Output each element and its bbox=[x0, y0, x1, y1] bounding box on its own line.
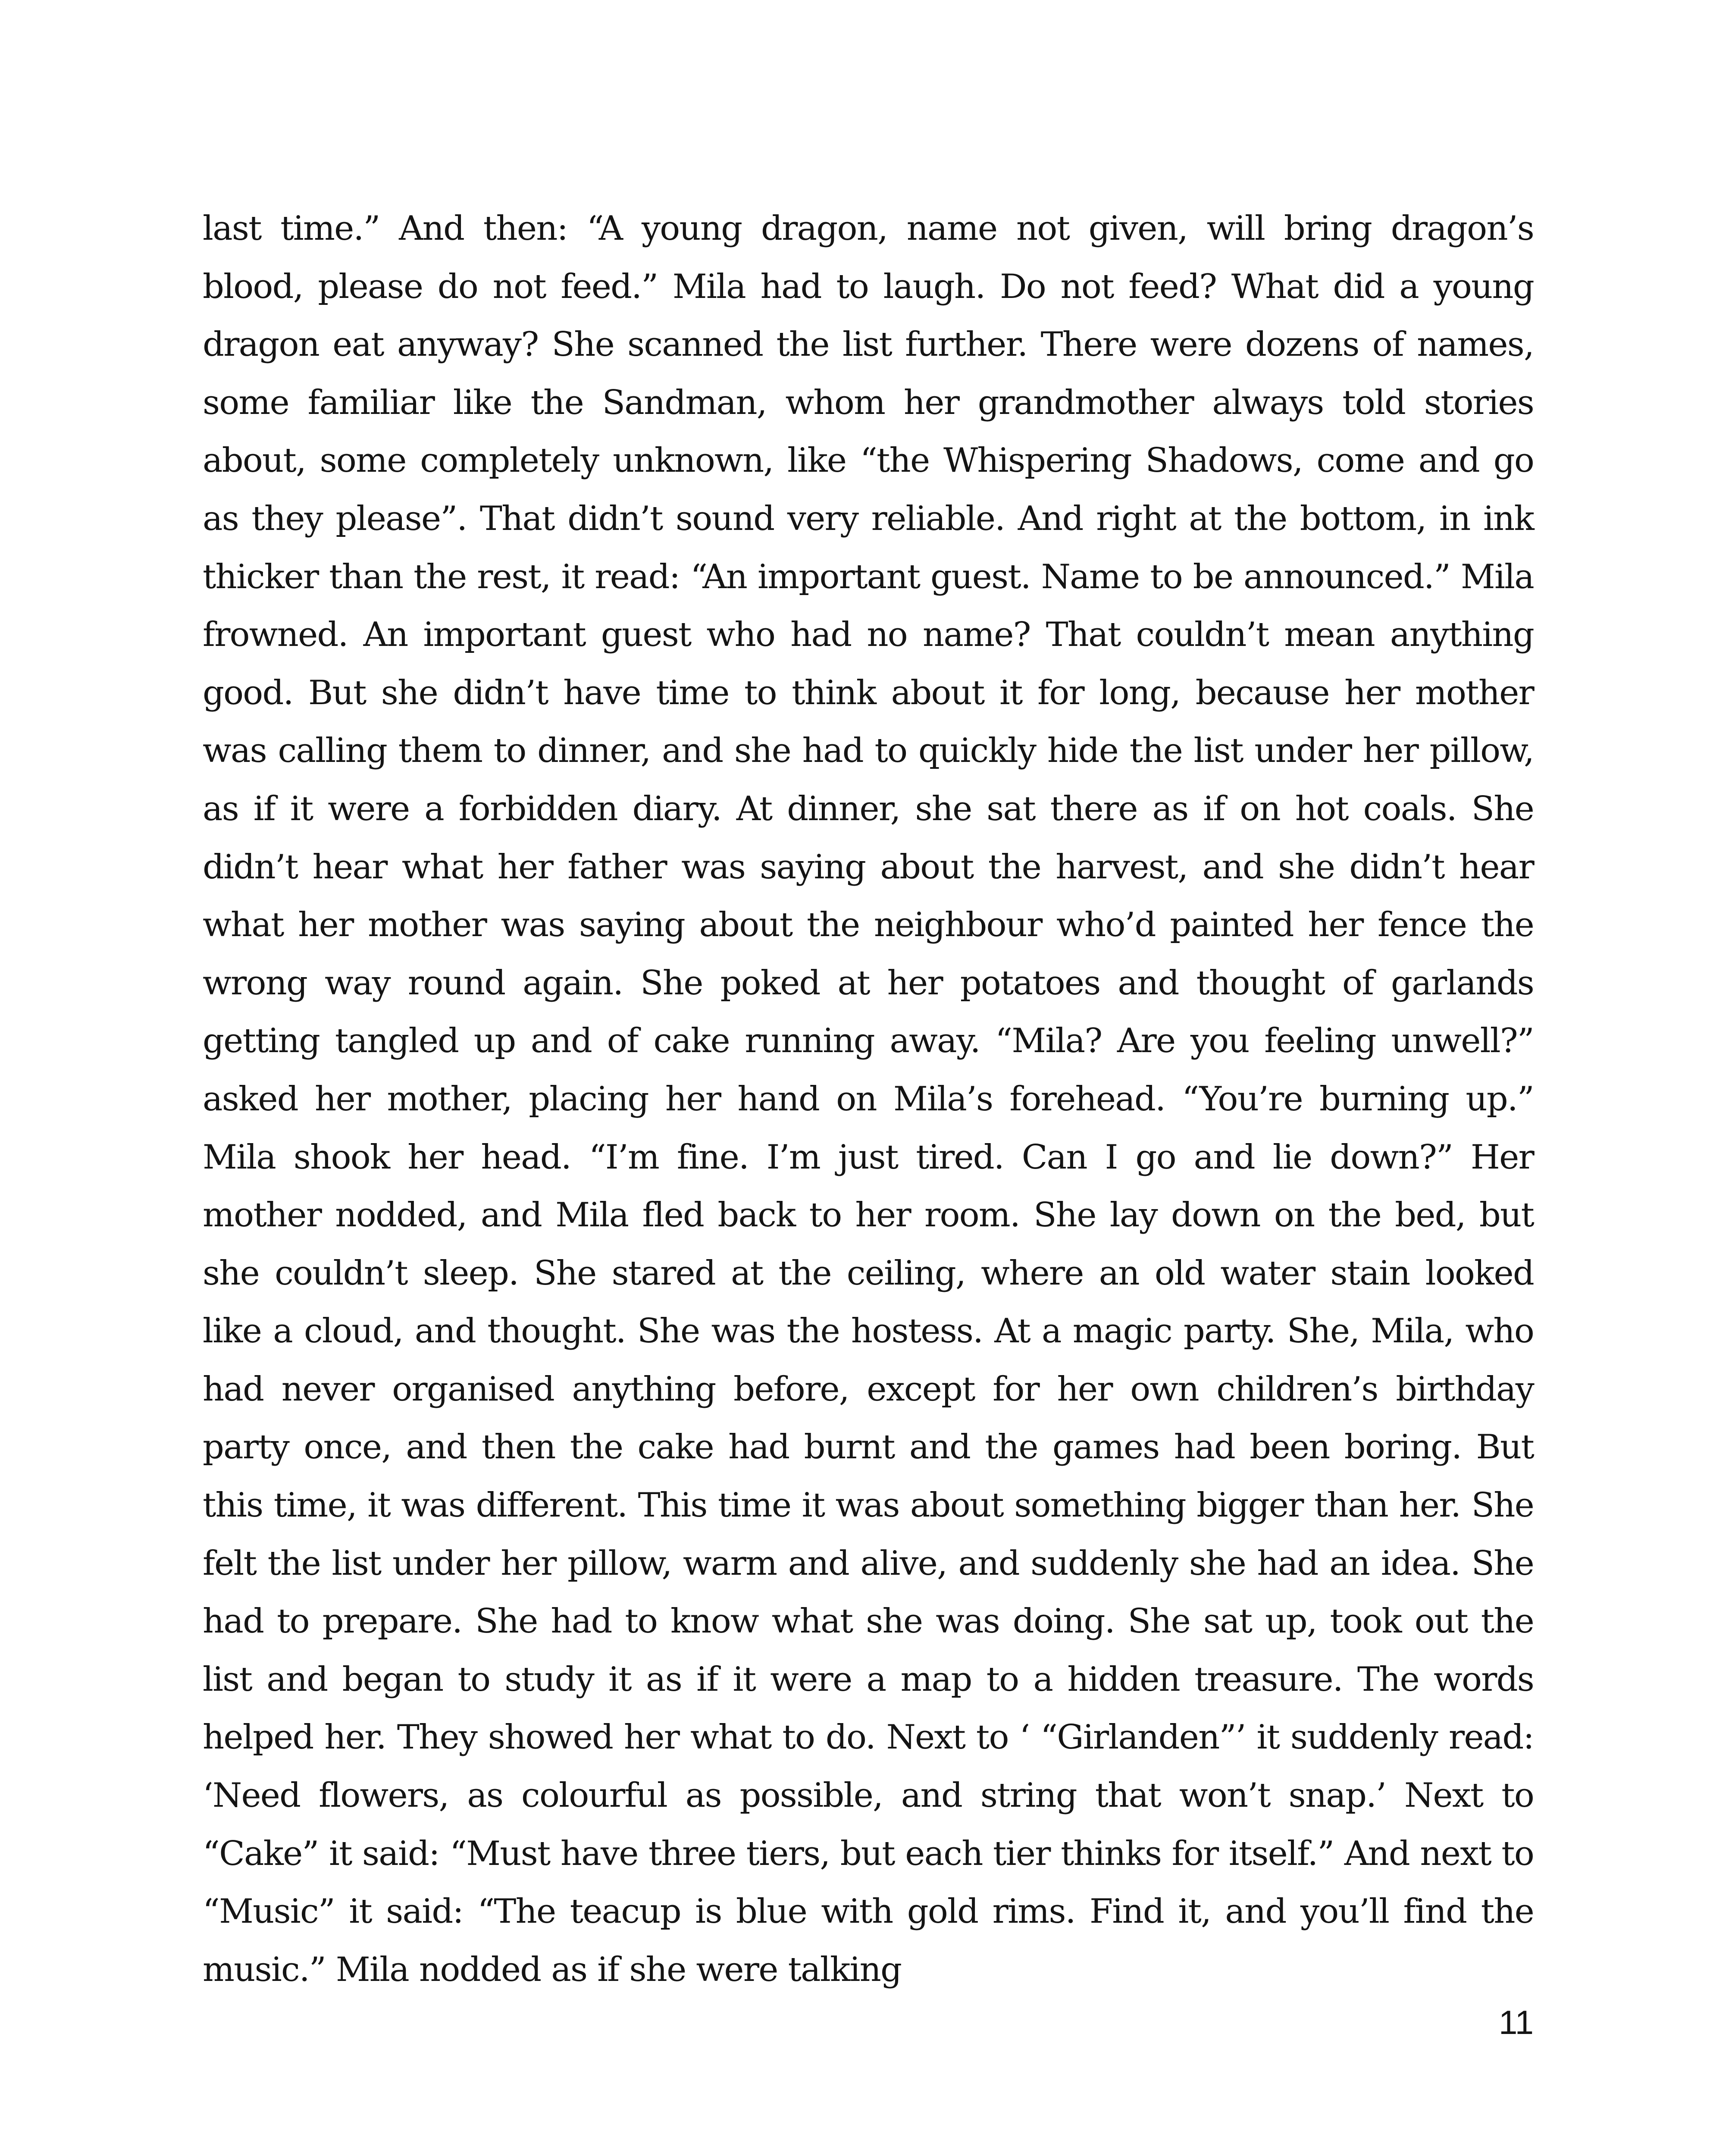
body-paragraph: last time.” And then: “A young dragon, name not given, will bring dragon’s blood, please do not feed.” Mila had to laugh. Do not feed? What did a young dragon eat anyway? She scanned the list further. There were dozens of names, some familiar like the Sandman, whom her grandmother always told stories about, some completely unknown, like “the Whispering Shadows, come and go as they please”. That didn’t sound very reliable. And right at the bottom, in ink thicker than the rest, it read: “An important guest. Name to be announced.” Mila frowned. An important guest who had no name? That couldn’t mean anything good. But she didn’t have time to think about it for long, because her mother was calling them to dinner, and she had to quickly hide the list under her pillow, as if it were a forbidden diary. At dinner, she sat there as if on hot coals. She didn’t hear what her father was saying about the harvest, and she didn’t hear what her mother was saying about the neighbour who’d painted her fence the wrong way round again. She poked at her potatoes and thought of garlands getting tangled up and of cake running away. “Mila? Are you feeling unwell?” asked her mother, placing her hand on Mila’s forehead. “You’re burning up.” Mila shook her head. “I’m fine. I’m just tired. Can I go and lie down?” Her mother nodded, and Mila fled back to her room. She lay down on the bed, but she couldn’t sleep. She stared at the ceiling, where an old water stain looked like a cloud, and thought. She was the hostess. At a magic party. She, Mila, who had never organised anything before, except for her own children’s birthday party once, and then the cake had burnt and the games had been boring. But this time, it was different. This time it was about something bigger than her. She felt the list under her pillow, warm and alive, and suddenly she had an idea. She had to prepare. She had to know what she was doing. She sat up, took out the list and began to study it as if it were a map to a hidden treasure. The words helped her. They showed her what to do. Next to ‘ “Girlanden”’ it suddenly read: ‘Need flowers, as colourful as possible, and string that won’t snap.’ Next to “Cake” it said: “Must have three tiers, but each tier thinks for itself.” And next to “Music” it said: “The teacup is blue with gold rims. Find it, and you’ll find the music.” Mila nodded as if she were talking bbox=[203, 209, 1534, 1989]
page-number: 11 bbox=[1499, 2003, 1534, 2041]
